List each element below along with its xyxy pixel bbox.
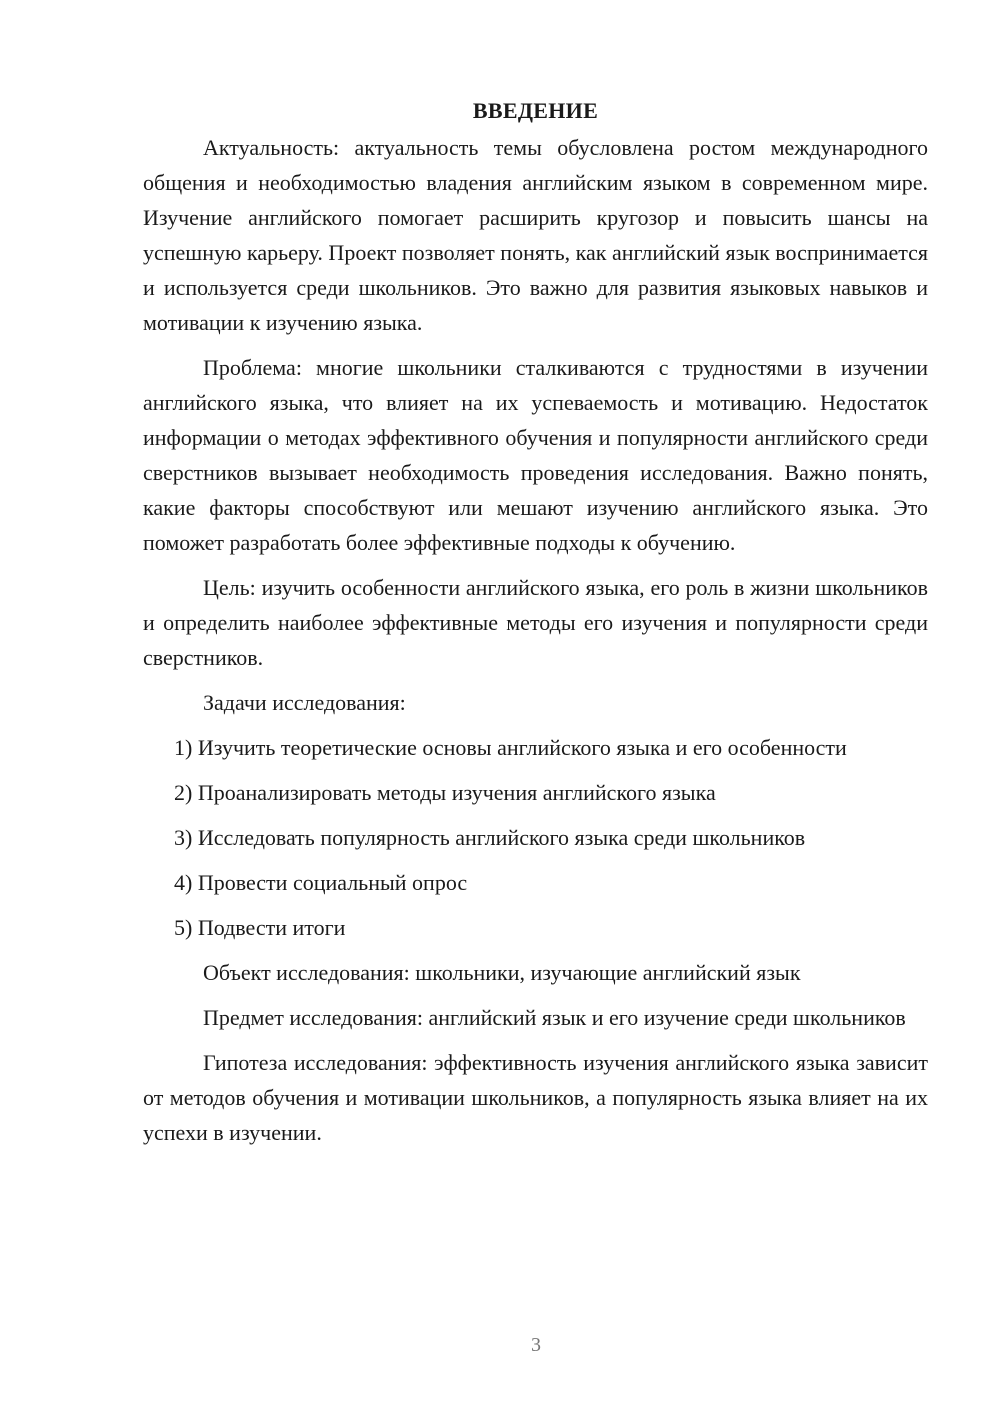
task-item-2: 2) Проанализировать методы изучения английского языка bbox=[174, 780, 716, 805]
paragraph-subject: Предмет исследования: английский язык и его изучение среди школьников bbox=[203, 1005, 906, 1030]
document-page bbox=[143, 96, 928, 1160]
task-item-3: 3) Исследовать популярность английского языка среди школьников bbox=[174, 825, 806, 850]
tasks-heading: Задачи исследования: bbox=[203, 690, 406, 715]
paragraph-problem: Проблема: многие школьники сталкиваются с трудностями в изучении английского языка, что влияет на их успеваемость и мотивацию. Недостаток информации о методах эффективного обучения и популярности английского среди сверстников вызывает необходимость проведения исследования. Важно понять, какие факторы способствуют или мешают изучению английского языка. Это поможет разработать более эффективные подходы к обучению. bbox=[143, 355, 928, 555]
paragraph-relevance: Актуальность: актуальность темы обусловлена ростом международного общения и необходимостью владения английским языком в современном мире. Изучение английского помогает расширить кругозор и повысить шансы на успешную карьеру. Проект позволяет понять, как английский язык воспринимается и используется среди школьников. Это важно для развития языковых навыков и мотивации к изучению языка. bbox=[143, 135, 928, 335]
paragraph-hypothesis: Гипотеза исследования: эффективность изучения английского языка зависит от методов обучения и мотивации школьников, а популярность языка влияет на их успехи в изучении. bbox=[143, 1050, 928, 1145]
paragraph-object: Объект исследования: школьники, изучающие английский язык bbox=[203, 960, 801, 985]
task-item-1: 1) Изучить теоретические основы английского языка и его особенности bbox=[174, 735, 847, 760]
paragraph-goal: Цель: изучить особенности английского языка, его роль в жизни школьников и определить наиболее эффективные методы его изучения и популярности среди сверстников. bbox=[143, 575, 928, 670]
page-number: 3 bbox=[531, 1334, 541, 1356]
page-title: ВВЕДЕНИЕ bbox=[472, 98, 599, 123]
task-item-5: 5) Подвести итоги bbox=[174, 915, 346, 940]
task-item-4: 4) Провести социальный опрос bbox=[174, 870, 468, 895]
